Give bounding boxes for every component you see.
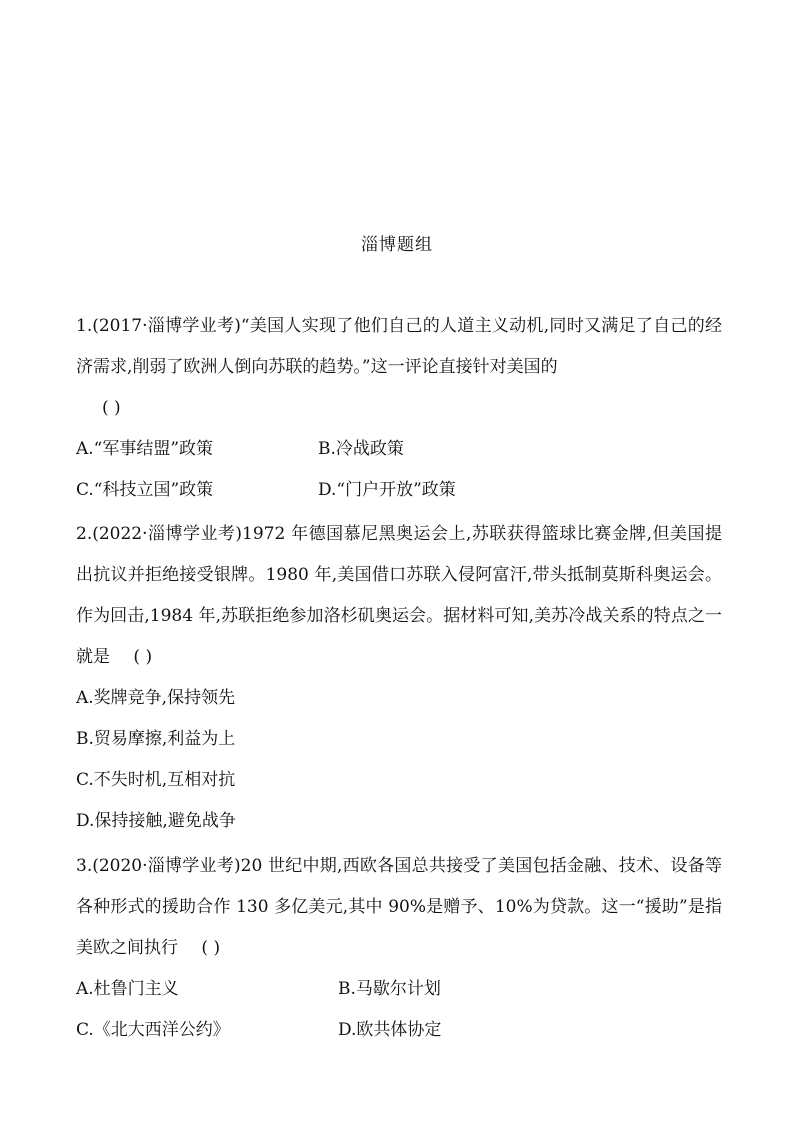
question-3 xyxy=(76,846,722,1051)
question-1 xyxy=(76,306,722,511)
question-3-text: 3.(2020·淄博学业考)20 世纪中期,西欧各国总共接受了美国包括金融、技术、设备等各种形式的援助合作 130 多亿美元,其中 90%是赠予、10%为贷款。这一“援助”是指美欧之间执行 xyxy=(76,856,722,958)
option-d: D.保持接触,避免战争 xyxy=(76,811,236,831)
option-b: B.贸易摩擦,利益为上 xyxy=(76,729,236,749)
question-3-stem xyxy=(76,846,722,969)
option-d: D.“门户开放”政策 xyxy=(318,480,456,500)
option-a: A.杜鲁门主义 xyxy=(76,979,179,999)
question-1-options-row-1 xyxy=(76,429,722,470)
answer-bracket: ( ) xyxy=(133,647,153,667)
question-3-options-row-2 xyxy=(76,1010,722,1051)
section-title: 淄博题组 xyxy=(361,235,433,255)
question-2 xyxy=(76,514,722,842)
option-c: C.《北大西洋公约》 xyxy=(76,1020,230,1040)
option-b: B.冷战政策 xyxy=(318,439,404,459)
question-2-text: 2.(2022·淄博学业考)1972 年德国慕尼黑奥运会上,苏联获得篮球比赛金牌,但美国提出抗议并拒绝接受银牌。1980 年,美国借口苏联入侵阿富汗,带头抵制莫斯科奥运会。作为回击,1984 年,苏联拒绝参加洛杉矶奥运会。据材料可知,美苏冷战关系的特点之一就是 xyxy=(76,524,722,667)
option-a: A.奖牌竞争,保持领先 xyxy=(76,688,236,708)
option-a: A.“军事结盟”政策 xyxy=(76,439,214,459)
option-b: B.马歇尔计划 xyxy=(338,979,441,999)
answer-bracket: ( ) xyxy=(201,938,221,958)
question-1-options-row-2 xyxy=(76,470,722,511)
question-3-options-row-1 xyxy=(76,969,722,1010)
answer-bracket: ( ) xyxy=(102,398,121,418)
question-1-text: 1.(2017·淄博学业考)“美国人实现了他们自己的人道主义动机,同时又满足了自己的经济需求,削弱了欧洲人倒向苏联的趋势。”这一评论直接针对美国的 xyxy=(76,316,722,377)
option-c: C.“科技立国”政策 xyxy=(76,480,214,500)
question-1-stem xyxy=(76,306,722,429)
option-d: D.欧共体协定 xyxy=(338,1020,442,1040)
option-c: C.不失时机,互相对抗 xyxy=(76,770,236,790)
question-2-stem xyxy=(76,514,722,678)
